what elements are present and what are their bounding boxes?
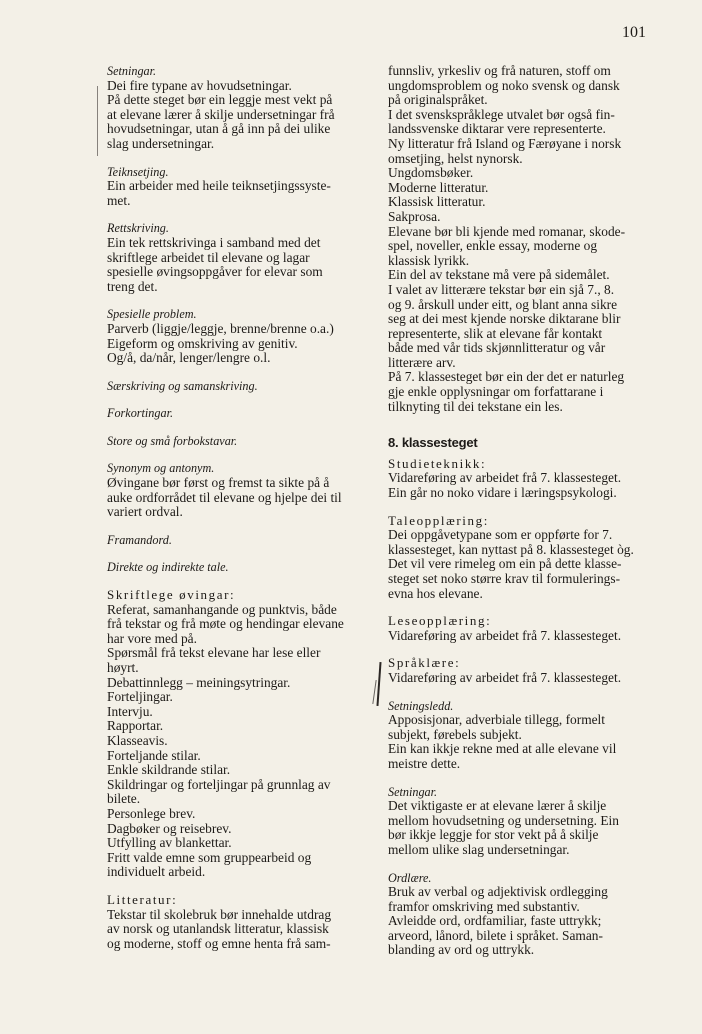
text-section [388, 614, 640, 643]
text-section [388, 64, 640, 414]
text-section [388, 436, 640, 451]
subsection-heading: Store og små forbokstavar. [107, 433, 238, 448]
subsection-heading: Språklære: [388, 655, 461, 671]
subsection-heading: Taleopplæring: [388, 512, 489, 528]
text-section [107, 64, 359, 152]
section-heading: 8. klassesteget [388, 435, 478, 451]
text-section [107, 406, 359, 421]
page-number: 101 [622, 24, 646, 41]
paragraph: Parverb (liggje/leggje, brenne/brenne o.a.) Eigeform og omskriving av genitiv. Og/å, da/når, lenger/lengre o.l. [107, 320, 334, 366]
text-section [107, 560, 359, 575]
text-section [388, 871, 640, 959]
paragraph: Tekstar til skolebruk bør innehalde utdrag av norsk og utanlandsk litteratur, klassisk og moderne, stoff og emne henta frå sam- [107, 906, 332, 951]
subsection-heading: Synonym og antonym. [107, 461, 215, 476]
paragraph: funnsliv, yrkesliv og frå naturen, stoff om ungdomsproblem og noko svensk og dansk på originalspråket. I det svenskspråklege utvalet bør også fin- landssvenske diktarar vere representerte. Ny litteratur frå Island og Færøyane i norsk omsetjing, helst nynorsk. Ungdomsbøker. Moderne litteratur. Klassisk litteratur. Sakprosa. Elevane bør bli kjende med romanar, skode- spel, noveller, enkle essay, moderne og klassisk lyrikk. Ein del av tekstane må vere på sidemålet. I valet av litterære tekstar bør ein sjå 7., 8. og 9. årskull under eitt, og blant anna sikre seg at dei mest kjende norske diktarane blir representerte, slik at elevane får kontakt både med vår tids skjønnlitteratur og vår litterære arv. På 7. klassesteget bør ein der det er naturleg gje enkle opplysningar om forfattarane i tilknyting til dei tekstane ein les. [388, 63, 626, 414]
text-section [107, 221, 359, 294]
subsection-heading: Setningsledd. [388, 698, 454, 713]
subsection-heading: Framandord. [107, 532, 172, 547]
text-section [388, 785, 640, 858]
right-column [388, 64, 640, 971]
text-section [107, 893, 359, 951]
paragraph: Vidareføring av arbeidet frå 7. klassesteget. [388, 669, 622, 685]
subsection-heading: Forkortingar. [107, 406, 174, 421]
paragraph: Vidareføring av arbeidet frå 7. klassesteget. [388, 627, 622, 643]
subsection-heading: Spesielle problem. [107, 307, 197, 322]
subsection-heading: Leseopplæring: [388, 613, 492, 629]
subsection-heading: Særskriving og samanskriving. [107, 378, 258, 393]
subsection-heading: Litteratur: [107, 891, 178, 907]
subsection-heading: Studieteknikk: [388, 455, 487, 471]
paragraph: Apposisjonar, adverbiale tillegg, formelt subjekt, førebels subjekt. Ein kan ikkje rekne med at alle elevane vil meistre dette. [388, 712, 617, 771]
subsection-heading: Ordlære. [388, 870, 432, 885]
text-section [107, 379, 359, 394]
text-section [388, 656, 640, 685]
text-section [107, 461, 359, 519]
text-section [107, 533, 359, 548]
text-section [388, 457, 640, 501]
paragraph: Referat, samanhangande og punktvis, både frå tekstar og frå møte og hendingar elevane har vore med på. Spørsmål frå tekst elevane har lese eller høyrt. Debattinnlegg – meiningsytringar. Forteljingar. Intervju. Rapportar. Klasseavis. Forteljande stilar. Enkle skildrande stilar. Skildringar og forteljingar på grunnlag av bilete. Personlege brev. Dagbøker og reisebrev. Utfylling av blankettar. Fritt valde emne som gruppearbeid og individuelt arbeid. [107, 601, 344, 880]
paragraph: Dei oppgåvetypane som er oppførte for 7. klassesteget, kan nyttast på 8. klassesteget òg. Det vil vere rimeleg om ein på dette klasse- steget set noko større krav til formulerings- evna hos elevane. [388, 527, 634, 601]
paragraph: Ein tek rettskrivinga i samband med det skriftlege arbeidet til elevane og lagar spesielle øvingsoppgåver for elevar som treng det. [107, 234, 323, 294]
text-section [107, 588, 359, 880]
subsection-heading: Direkte og indirekte tale. [107, 560, 229, 575]
paragraph: Bruk av verbal og adjektivisk ordlegging framfor omskriving med substantiv. Avleidde ord, ordfamiliar, faste uttrykk; arveord, lånord, bilete i språket. Saman- blanding av ord og uttrykk. [388, 884, 608, 958]
paragraph: Dei fire typane av hovudsetningar. På dette steget bør ein leggje mest vekt på at elevane lærer å skilje undersetningar frå hovudsetningar, utan å gå inn på dei ulike slag undersetningar. [107, 77, 335, 151]
text-section [107, 307, 359, 365]
text-section [388, 699, 640, 772]
paragraph: Det viktigaste er at elevane lærer å skilje mellom hovudsetning og undersetning. Ein bør ikkje leggje for stor vekt på å skilje mellom ulike slag undersetningar. [388, 798, 619, 857]
subsection-heading: Setningar. [107, 64, 157, 78]
subsection-heading: Setningar. [388, 784, 438, 799]
text-section [388, 514, 640, 602]
text-section [107, 165, 359, 209]
subsection-heading: Rettskriving. [107, 221, 169, 236]
subsection-heading: Teiknsetjing. [107, 164, 169, 179]
paragraph: Ein arbeider med heile teiknsetjingssyste- met. [107, 178, 331, 208]
left-column [107, 64, 359, 964]
paragraph: Vidareføring av arbeidet frå 7. klassesteget. Ein går no noko vidare i læringspsykologi. [388, 470, 622, 501]
margin-pen-mark [376, 662, 381, 706]
margin-pen-mark [97, 86, 98, 156]
subsection-heading: Skriftlege øvingar: [107, 587, 236, 603]
paragraph: Øvingane bør først og fremst ta sikte på å auke ordforrådet til elevane og hjelpe dei til variert ordval. [107, 475, 342, 520]
text-section [107, 434, 359, 449]
